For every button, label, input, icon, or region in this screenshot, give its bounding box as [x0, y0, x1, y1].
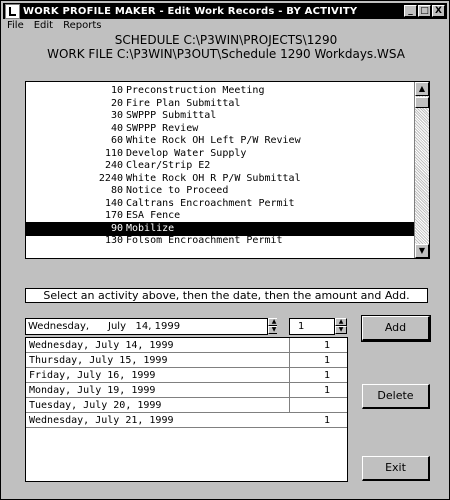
work-day-amount: 1 [323, 415, 330, 426]
activity-row[interactable] [26, 147, 415, 161]
add-button[interactable]: Add [362, 316, 430, 341]
activity-row[interactable] [26, 109, 415, 123]
work-day-row[interactable] [26, 413, 347, 428]
work-day-date: Wednesday, July 14, 1999 [29, 340, 174, 351]
work-day-row[interactable] [26, 398, 347, 413]
activity-name: Clear/Strip E2 [126, 160, 211, 171]
work-day-date: Thursday, July 15, 1999 [29, 355, 168, 366]
date-up-arrow-icon[interactable]: ▲ [268, 318, 280, 326]
activity-id: 80 [110, 185, 123, 196]
minimize-button[interactable]: _ [404, 5, 417, 17]
activity-list-scrollbar[interactable] [414, 82, 429, 258]
activity-id: 140 [104, 197, 123, 209]
date-picker[interactable] [25, 318, 268, 335]
activity-row[interactable] [26, 122, 415, 136]
activity-id: 10 [110, 85, 123, 96]
menu-file[interactable]: File [7, 20, 24, 31]
date-weekday: Wednesday, [28, 321, 90, 332]
work-day-amount: 1 [323, 340, 330, 351]
work-day-row[interactable] [26, 338, 347, 353]
date-dropdown[interactable] [277, 318, 287, 335]
title-bar[interactable] [3, 3, 447, 19]
activity-id: 20 [110, 97, 123, 109]
activity-id: 170 [104, 210, 123, 221]
activity-row[interactable] [26, 222, 415, 236]
work-day-row[interactable] [26, 368, 347, 383]
work-day-date: Tuesday, July 20, 1999 [29, 400, 162, 411]
activity-list[interactable] [25, 81, 430, 259]
work-day-row[interactable] [26, 353, 347, 368]
close-button[interactable]: X [432, 5, 445, 17]
work-file-path: WORK FILE C:\P3WIN\P3OUT\Schedule 1290 Workdays.WSA [47, 47, 405, 61]
work-day-date: Friday, July 16, 1999 [29, 370, 156, 381]
activity-id: 240 [104, 160, 123, 171]
work-day-row[interactable] [26, 383, 347, 398]
schedule-path: SCHEDULE C:\P3WIN\PROJECTS\1290 [114, 33, 338, 47]
app-icon[interactable] [5, 4, 20, 19]
work-day-date: Wednesday, July 21, 1999 [29, 415, 174, 426]
activity-id: 110 [104, 147, 123, 159]
window-title: WORK PROFILE MAKER - Edit Work Records - BY ACTIVITY [23, 5, 358, 17]
activity-row[interactable] [26, 134, 415, 148]
activity-name: Fire Plan Submittal [126, 97, 241, 109]
scroll-up-arrow-icon[interactable]: ▲ [415, 82, 429, 96]
maximize-button[interactable]: □ [418, 5, 431, 17]
activity-name: Notice to Proceed [126, 185, 229, 196]
activity-row[interactable] [26, 97, 415, 111]
activity-name: SWPPP Submittal [126, 110, 217, 121]
activity-name: ESA Fence [126, 210, 181, 221]
activity-row[interactable] [26, 209, 415, 223]
work-days-list[interactable] [25, 337, 348, 482]
activity-row[interactable] [26, 234, 415, 248]
exit-button[interactable]: Exit [362, 456, 430, 481]
activity-row[interactable] [26, 172, 415, 186]
activity-name: SWPPP Review [126, 122, 199, 134]
scroll-thumb[interactable] [415, 97, 429, 108]
activity-id: 40 [110, 122, 123, 134]
date-value: July 14, 1999 [108, 321, 181, 332]
amount-down-arrow-icon[interactable]: ▼ [335, 326, 347, 334]
instruction-text: Select an activity above, then the date, then the amount and Add. [25, 288, 428, 303]
activity-name: White Rock OH R P/W Submittal [126, 172, 301, 184]
activity-name: White Rock OH Left P/W Review [126, 135, 301, 146]
activity-row[interactable] [26, 197, 415, 211]
date-down-arrow-icon[interactable]: ▼ [268, 326, 280, 334]
activity-row[interactable] [26, 159, 415, 173]
activity-name: Folsom Encroachment Permit [126, 235, 283, 246]
activity-id: 130 [104, 235, 123, 246]
work-day-date: Monday, July 19, 1999 [29, 385, 156, 396]
activity-id: 30 [110, 110, 123, 121]
work-day-amount: 1 [323, 385, 330, 396]
delete-button[interactable]: Delete [362, 384, 430, 409]
activity-id: 2240 [98, 172, 123, 184]
activity-row[interactable] [26, 84, 415, 98]
menu-edit[interactable]: Edit [33, 20, 54, 31]
activity-id: 60 [110, 135, 123, 146]
scroll-down-arrow-icon[interactable]: ▼ [415, 244, 429, 258]
amount-field[interactable]: 1 [289, 318, 335, 335]
work-day-amount: 1 [323, 370, 330, 381]
activity-name: Preconstruction Meeting [126, 85, 265, 96]
amount-up-arrow-icon[interactable]: ▲ [335, 318, 347, 326]
activity-name: Develop Water Supply [126, 147, 247, 159]
activity-id: 90 [110, 222, 123, 234]
activity-name: Caltrans Encroachment Permit [126, 197, 295, 209]
amount-spinner[interactable] [335, 318, 347, 335]
activity-name: Mobilize [126, 222, 175, 234]
menu-reports[interactable]: Reports [63, 20, 102, 31]
menu-bar [7, 20, 111, 34]
activity-row[interactable] [26, 184, 415, 198]
work-day-amount: 1 [323, 355, 330, 366]
